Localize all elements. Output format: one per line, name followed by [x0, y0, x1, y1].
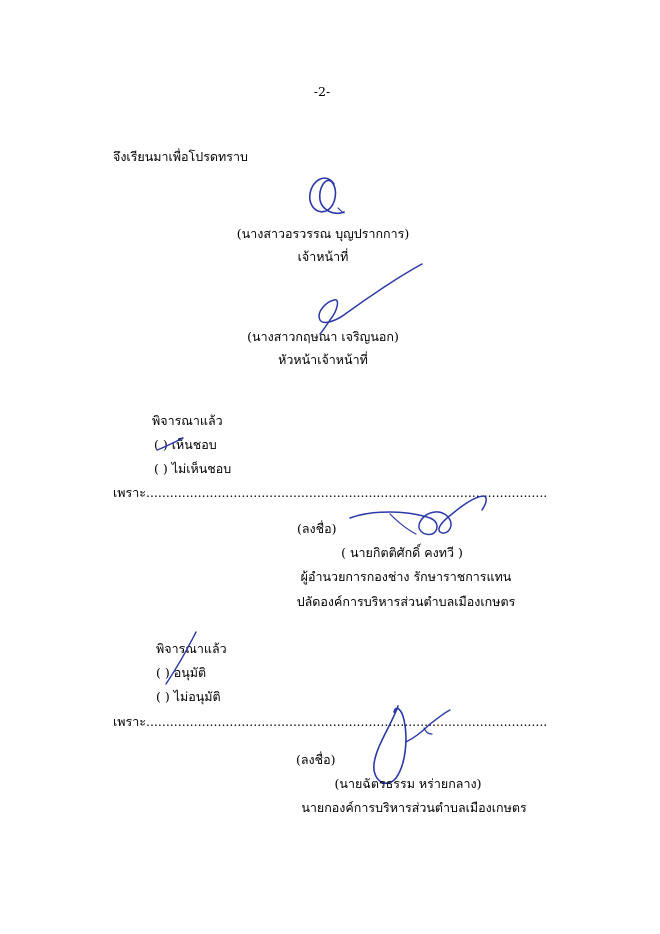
section1-checkmark: [155, 436, 185, 456]
section2-because-label: เพราะ: [113, 714, 146, 729]
section1-name: ( นายกิตติศักดิ์ คงทวี ): [341, 545, 463, 560]
section2-because: [113, 716, 547, 729]
head-signature: [300, 262, 430, 334]
head-name: (นางสาวกฤษณา เจริญนอก): [247, 329, 399, 344]
page-number: -2-: [313, 84, 331, 99]
section2-sign-label: (ลงชื่อ): [296, 752, 336, 767]
head-position: หัวหน้าเจ้าหน้าที่: [278, 352, 368, 367]
section1-sign-label: (ลงชื่อ): [297, 521, 337, 536]
section2-heading: พิจารณาแล้ว: [156, 641, 227, 656]
section2-position: นายกองค์การบริหารส่วนตำบลเมืองเกษตร: [301, 800, 527, 815]
section1-option-reject: ( ) ไม่เห็นชอบ: [154, 461, 232, 476]
officer-position: เจ้าหน้าที่: [297, 249, 349, 264]
section2-option-approve: ( ) อนุมัติ: [156, 665, 207, 680]
section1-position-line1: ผู้อำนวยการกองช่าง รักษาราชการแทน: [300, 569, 512, 584]
section1-signature: [346, 492, 491, 548]
officer-signature: [296, 170, 356, 230]
section1-position-line2: ปลัดองค์การบริหารส่วนตำบลเมืองเกษตร: [296, 594, 516, 609]
section1-heading: พิจารณาแล้ว: [152, 413, 223, 428]
section2-name: (นายฉัตรธรรม หร่ายกลาง): [334, 776, 482, 791]
section2-option-reject: ( ) ไม่อนุมัติ: [156, 689, 221, 704]
section1-because-dots: .....................................................................................................: [145, 485, 548, 500]
officer-name: (นางสาวอรวรรณ บุญปรากการ): [236, 226, 410, 241]
section1-because-label: เพราะ: [113, 485, 146, 500]
section2-because-dots: .....................................................................................................: [145, 714, 548, 729]
intro-text: จึงเรียนมาเพื่อโปรดทราบ: [113, 149, 248, 164]
section1-option-approve: ( ) เห็นชอบ: [154, 437, 217, 452]
